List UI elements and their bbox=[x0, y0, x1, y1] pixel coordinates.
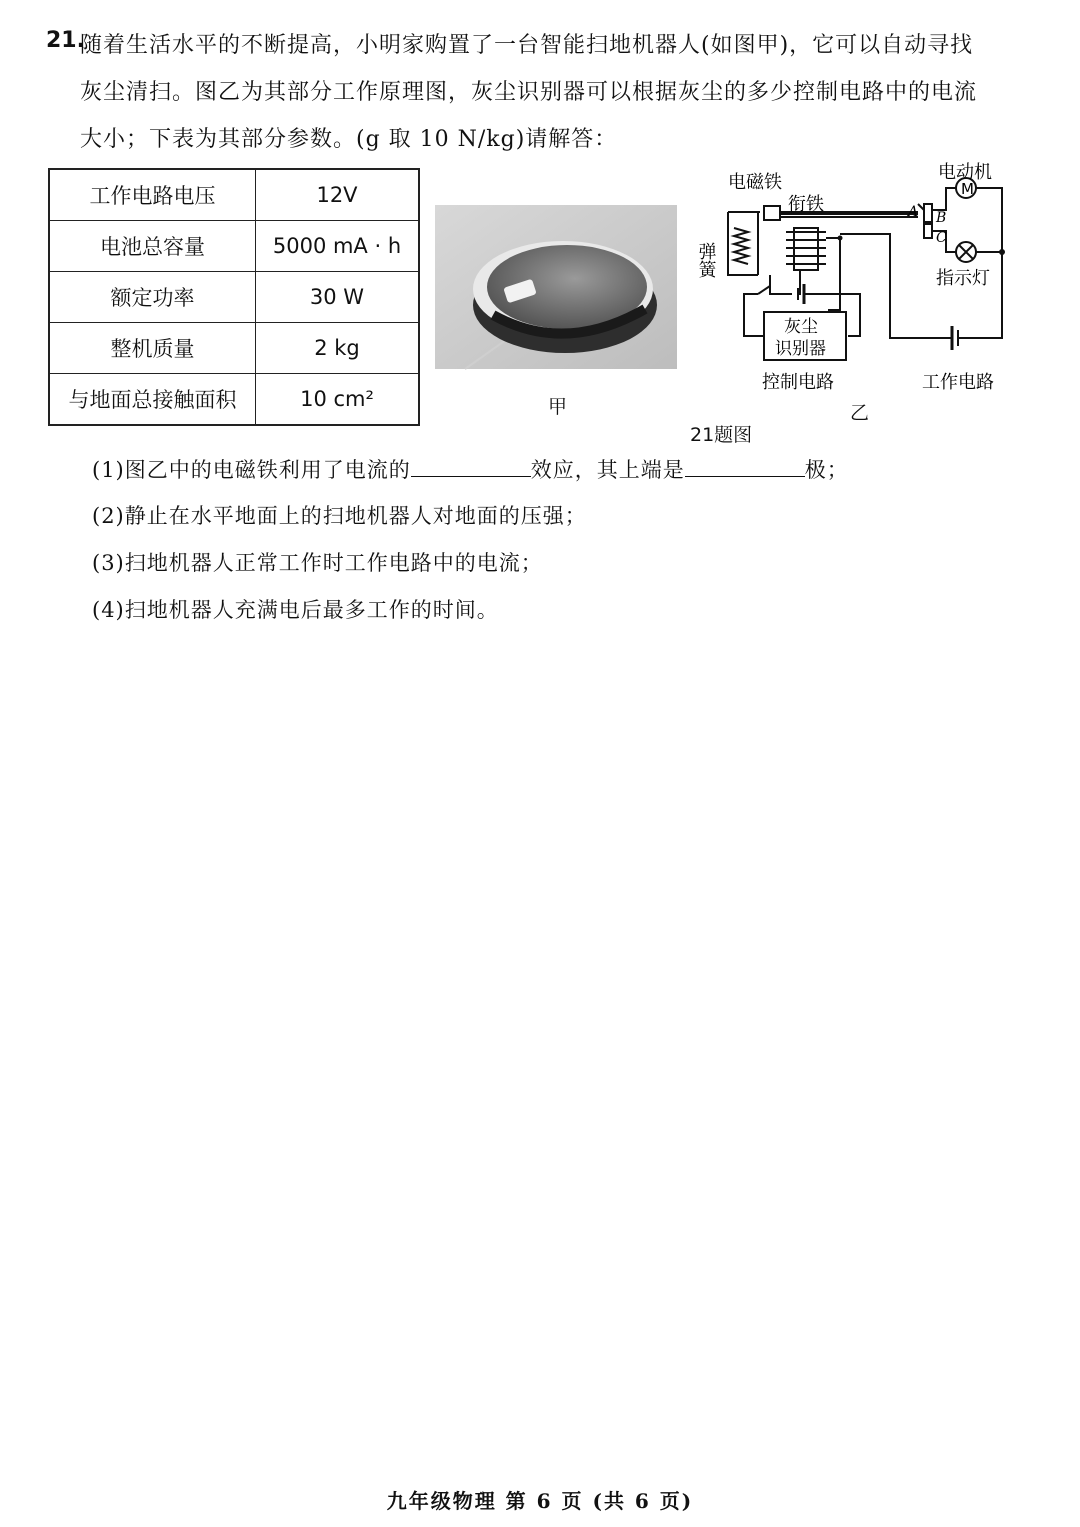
table-row bbox=[49, 374, 419, 426]
robot-vacuum-photo bbox=[435, 205, 677, 369]
subquestion-4: (4)扫地机器人充满电后最多工作的时间。 bbox=[92, 598, 499, 622]
electromagnet-label: 电磁铁 bbox=[728, 172, 782, 193]
figure-title: 21题图 bbox=[690, 424, 753, 446]
question-line-3: 大小；下表为其部分参数。(g 取 10 N/kg)请解答： bbox=[80, 127, 618, 152]
photo-caption: 甲 bbox=[548, 396, 568, 418]
answer-blank-1[interactable] bbox=[411, 456, 531, 477]
param-value: 12V bbox=[256, 169, 420, 221]
table-row bbox=[49, 169, 419, 221]
table-row bbox=[49, 323, 419, 374]
answer-blank-2[interactable] bbox=[685, 456, 805, 477]
subquestion-1-text-c: 极； bbox=[804, 458, 849, 482]
param-label: 额定功率 bbox=[49, 272, 256, 323]
param-value: 10 cm² bbox=[256, 374, 420, 426]
robot-vacuum-illustration bbox=[435, 205, 677, 369]
param-value: 2 kg bbox=[256, 323, 420, 374]
work-circuit-label: 工作电路 bbox=[922, 372, 994, 393]
subquestion-1-text-a: (1)图乙中的电磁铁利用了电流的 bbox=[92, 458, 411, 482]
dust-sensor-label-2: 识别器 bbox=[775, 339, 826, 359]
circuit-caption: 乙 bbox=[850, 402, 870, 424]
table-row bbox=[49, 272, 419, 323]
contact-a-label: A bbox=[908, 204, 919, 220]
param-value: 30 W bbox=[256, 272, 420, 323]
armature-label: 衔铁 bbox=[788, 194, 824, 215]
page-footer: 九年级物理 第 6 页 (共 6 页) bbox=[386, 1489, 694, 1513]
subquestion-2: (2)静止在水平地面上的扫地机器人对地面的压强； bbox=[92, 504, 587, 528]
question-number: 21. bbox=[46, 28, 85, 53]
parameter-table bbox=[48, 168, 420, 426]
dust-sensor-label-1: 灰尘 bbox=[784, 317, 818, 337]
param-label: 与地面总接触面积 bbox=[49, 374, 256, 426]
param-label: 整机质量 bbox=[49, 323, 256, 374]
question-line-1: 随着生活水平的不断提高，小明家购置了一台智能扫地机器人(如图甲)，它可以自动寻找 bbox=[80, 33, 974, 58]
contact-b-label: B bbox=[936, 210, 947, 226]
param-value: 5000 mA · h bbox=[256, 221, 420, 272]
spring-icon bbox=[734, 228, 748, 264]
motor-symbol: M bbox=[961, 180, 974, 198]
subquestion-1-text-b: 效应，其上端是 bbox=[530, 458, 685, 482]
contact-c-label: C bbox=[936, 230, 947, 246]
motor-label: 电动机 bbox=[938, 162, 992, 183]
param-label: 电池总容量 bbox=[49, 221, 256, 272]
indicator-label: 指示灯 bbox=[936, 268, 990, 289]
subquestion-1 bbox=[92, 454, 849, 484]
control-circuit-label: 控制电路 bbox=[762, 372, 834, 393]
param-label: 工作电路电压 bbox=[49, 169, 256, 221]
question-line-2: 灰尘清扫。图乙为其部分工作原理图，灰尘识别器可以根据灰尘的多少控制电路中的电流 bbox=[80, 80, 978, 105]
subquestion-3: (3)扫地机器人正常工作时工作电路中的电流； bbox=[92, 551, 543, 575]
circuit-diagram bbox=[695, 160, 1030, 400]
table-row bbox=[49, 221, 419, 272]
spring-label: 弹簧 bbox=[695, 242, 717, 278]
